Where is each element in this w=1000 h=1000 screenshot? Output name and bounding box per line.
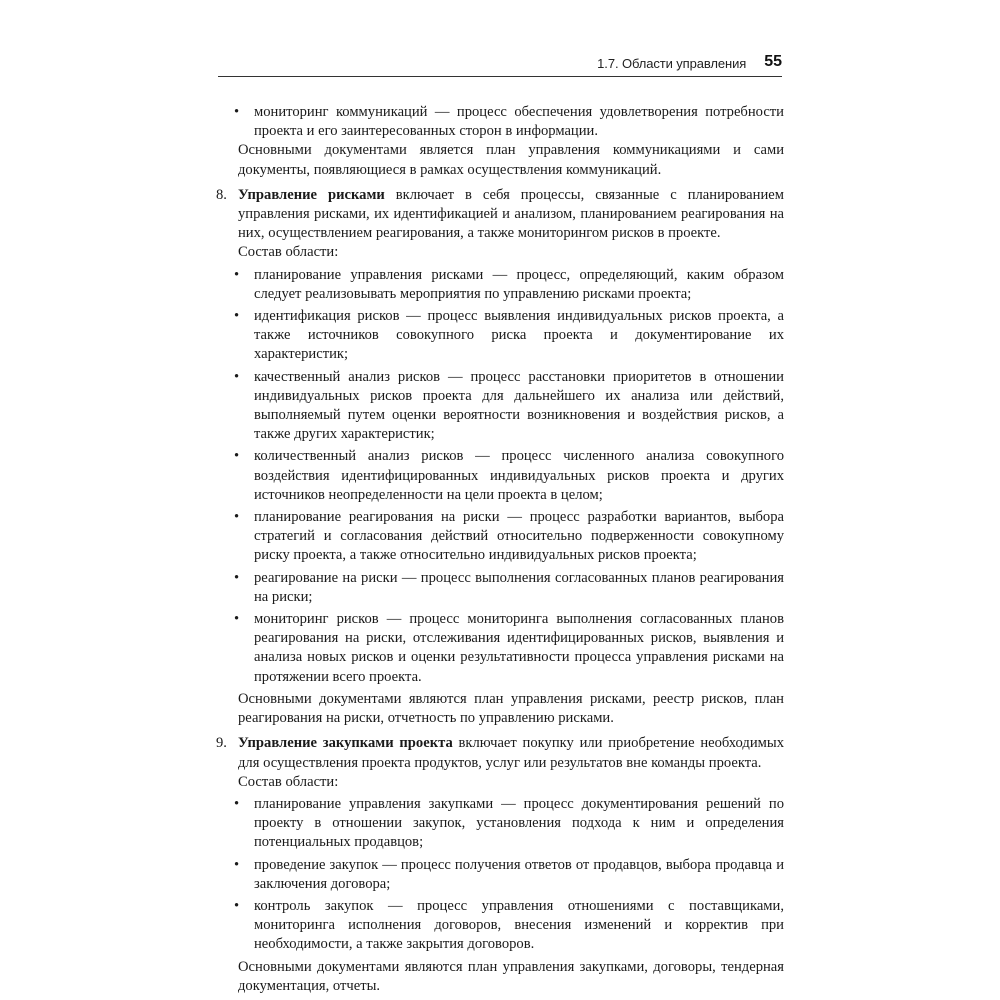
bullet-marker: • bbox=[234, 856, 240, 873]
list-item-text: качественный анализ рисков — процесс расстановки приоритетов в отношении индивидуальных рисков проекта для дальнейшего их анализа или действий, выполняемый путем оценки вероятности возникновения и воздействия рисков, а также других характеристик; bbox=[254, 368, 784, 443]
list-item bbox=[234, 266, 784, 304]
list-item bbox=[234, 795, 784, 853]
list-item-text: планирование управления закупками — процесс документирования решений по проекту в отношении закупок, установления подхода к ним и определения потенциальных продавцов; bbox=[254, 795, 784, 851]
list-item-text: мониторинг коммуникаций — процесс обеспечения удовлетворения потребности проекта и его заинтересованных сторон в информации. bbox=[254, 104, 784, 140]
composition-label: Состав области: bbox=[238, 773, 339, 790]
list-item bbox=[234, 447, 784, 505]
bullet-marker: • bbox=[234, 448, 240, 465]
list-item bbox=[234, 368, 784, 445]
bullet-marker: • bbox=[234, 509, 240, 526]
procurement-process-list bbox=[216, 795, 784, 955]
list-item-text: проведение закупок — процесс получения ответов от продавцов, выбора продавца и заключения договора; bbox=[254, 856, 784, 892]
bullet-marker: • bbox=[234, 611, 240, 628]
item-text: включает в себя процессы, связанные с планированием управления рисками, их идентификацией и анализом, планированием реагирования на них, осуществлением реагирования, а также мониторингом рисков в проекте. bbox=[238, 186, 784, 242]
list-item bbox=[234, 508, 784, 566]
list-item bbox=[234, 307, 784, 365]
bullet-marker: • bbox=[234, 368, 240, 385]
item-number: 8. bbox=[216, 186, 227, 203]
numbered-item-9 bbox=[216, 734, 784, 772]
item-paragraph bbox=[238, 734, 784, 772]
list-item-text: планирование управления рисками — процесс, определяющий, каким образом следует реализовывать мероприятия по управлению рисками проекта; bbox=[254, 266, 784, 302]
bullet-marker: • bbox=[234, 897, 240, 914]
bullet-marker: • bbox=[234, 795, 240, 812]
item-text: включает покупку или приобретение необходимых для осуществления проекта продуктов, услуг или результатов вне команды проекта. bbox=[238, 735, 784, 771]
list-item-text: реагирование на риски — процесс выполнения согласованных планов реагирования на риски; bbox=[254, 569, 784, 605]
page-number: 55 bbox=[764, 53, 782, 70]
list-item-text: идентификация рисков — процесс выявления индивидуальных рисков проекта, а также источников совокупного риска проекта и документирование их характеристик; bbox=[254, 308, 784, 363]
documents-paragraph: Основными документами являются план управления рисками, реестр рисков, план реагирования на риски, отчетность по управлению рисками. bbox=[238, 690, 784, 727]
running-header bbox=[218, 48, 782, 77]
list-item-text: планирование реагирования на риски — процесс разработки вариантов, выбора стратегий и согласования действий относительно подверженности совокупному риску проекта, а также относительно индивидуальных рисков проекта; bbox=[254, 509, 784, 564]
composition-label: Состав области: bbox=[238, 244, 339, 261]
documents-paragraph: Основными документами являются план управления закупками, договоры, тендерная документация, отчеты. bbox=[238, 958, 784, 994]
item-paragraph bbox=[238, 186, 784, 244]
list-item bbox=[234, 569, 784, 607]
list-item-text: мониторинг рисков — процесс мониторинга выполнения согласованных планов реагирования на риски, отслеживания идентифицированных рисков, выявления и анализа новых рисков и оценки результативности процесса управления рисками на протяжении всего проекта. bbox=[254, 611, 784, 685]
numbered-item-8 bbox=[216, 186, 784, 244]
section-title: 1.7. Области управления bbox=[597, 56, 747, 71]
page-body bbox=[216, 103, 784, 996]
item-title: Управление рисками bbox=[238, 186, 385, 203]
item-title: Управление закупками проекта bbox=[238, 735, 453, 752]
bullet-marker: • bbox=[234, 308, 240, 325]
list-item bbox=[234, 103, 784, 141]
list-item-text: количественный анализ рисков — процесс численного анализа совокупного воздействия идентифицированных индивидуальных рисков проекта и других источников неопределенности на цели проекта в целом; bbox=[254, 448, 784, 503]
item-number: 9. bbox=[216, 735, 227, 752]
list-item bbox=[234, 856, 784, 894]
list-item bbox=[234, 897, 784, 955]
bullet-marker: • bbox=[234, 104, 240, 120]
bullet-marker: • bbox=[234, 569, 240, 586]
list-item-text: контроль закупок — процесс управления отношениями с поставщиками, мониторинга исполнения договоров, внесения изменений и корректив при необходимости, а также закрытия договоров. bbox=[254, 897, 784, 953]
list-item bbox=[234, 610, 784, 687]
bullet-marker: • bbox=[234, 266, 240, 283]
documents-paragraph: Основными документами является план управления коммуникациями и сами документы, появляющиеся в рамках осуществления коммуникаций. bbox=[238, 142, 784, 178]
risk-process-list bbox=[216, 266, 784, 687]
